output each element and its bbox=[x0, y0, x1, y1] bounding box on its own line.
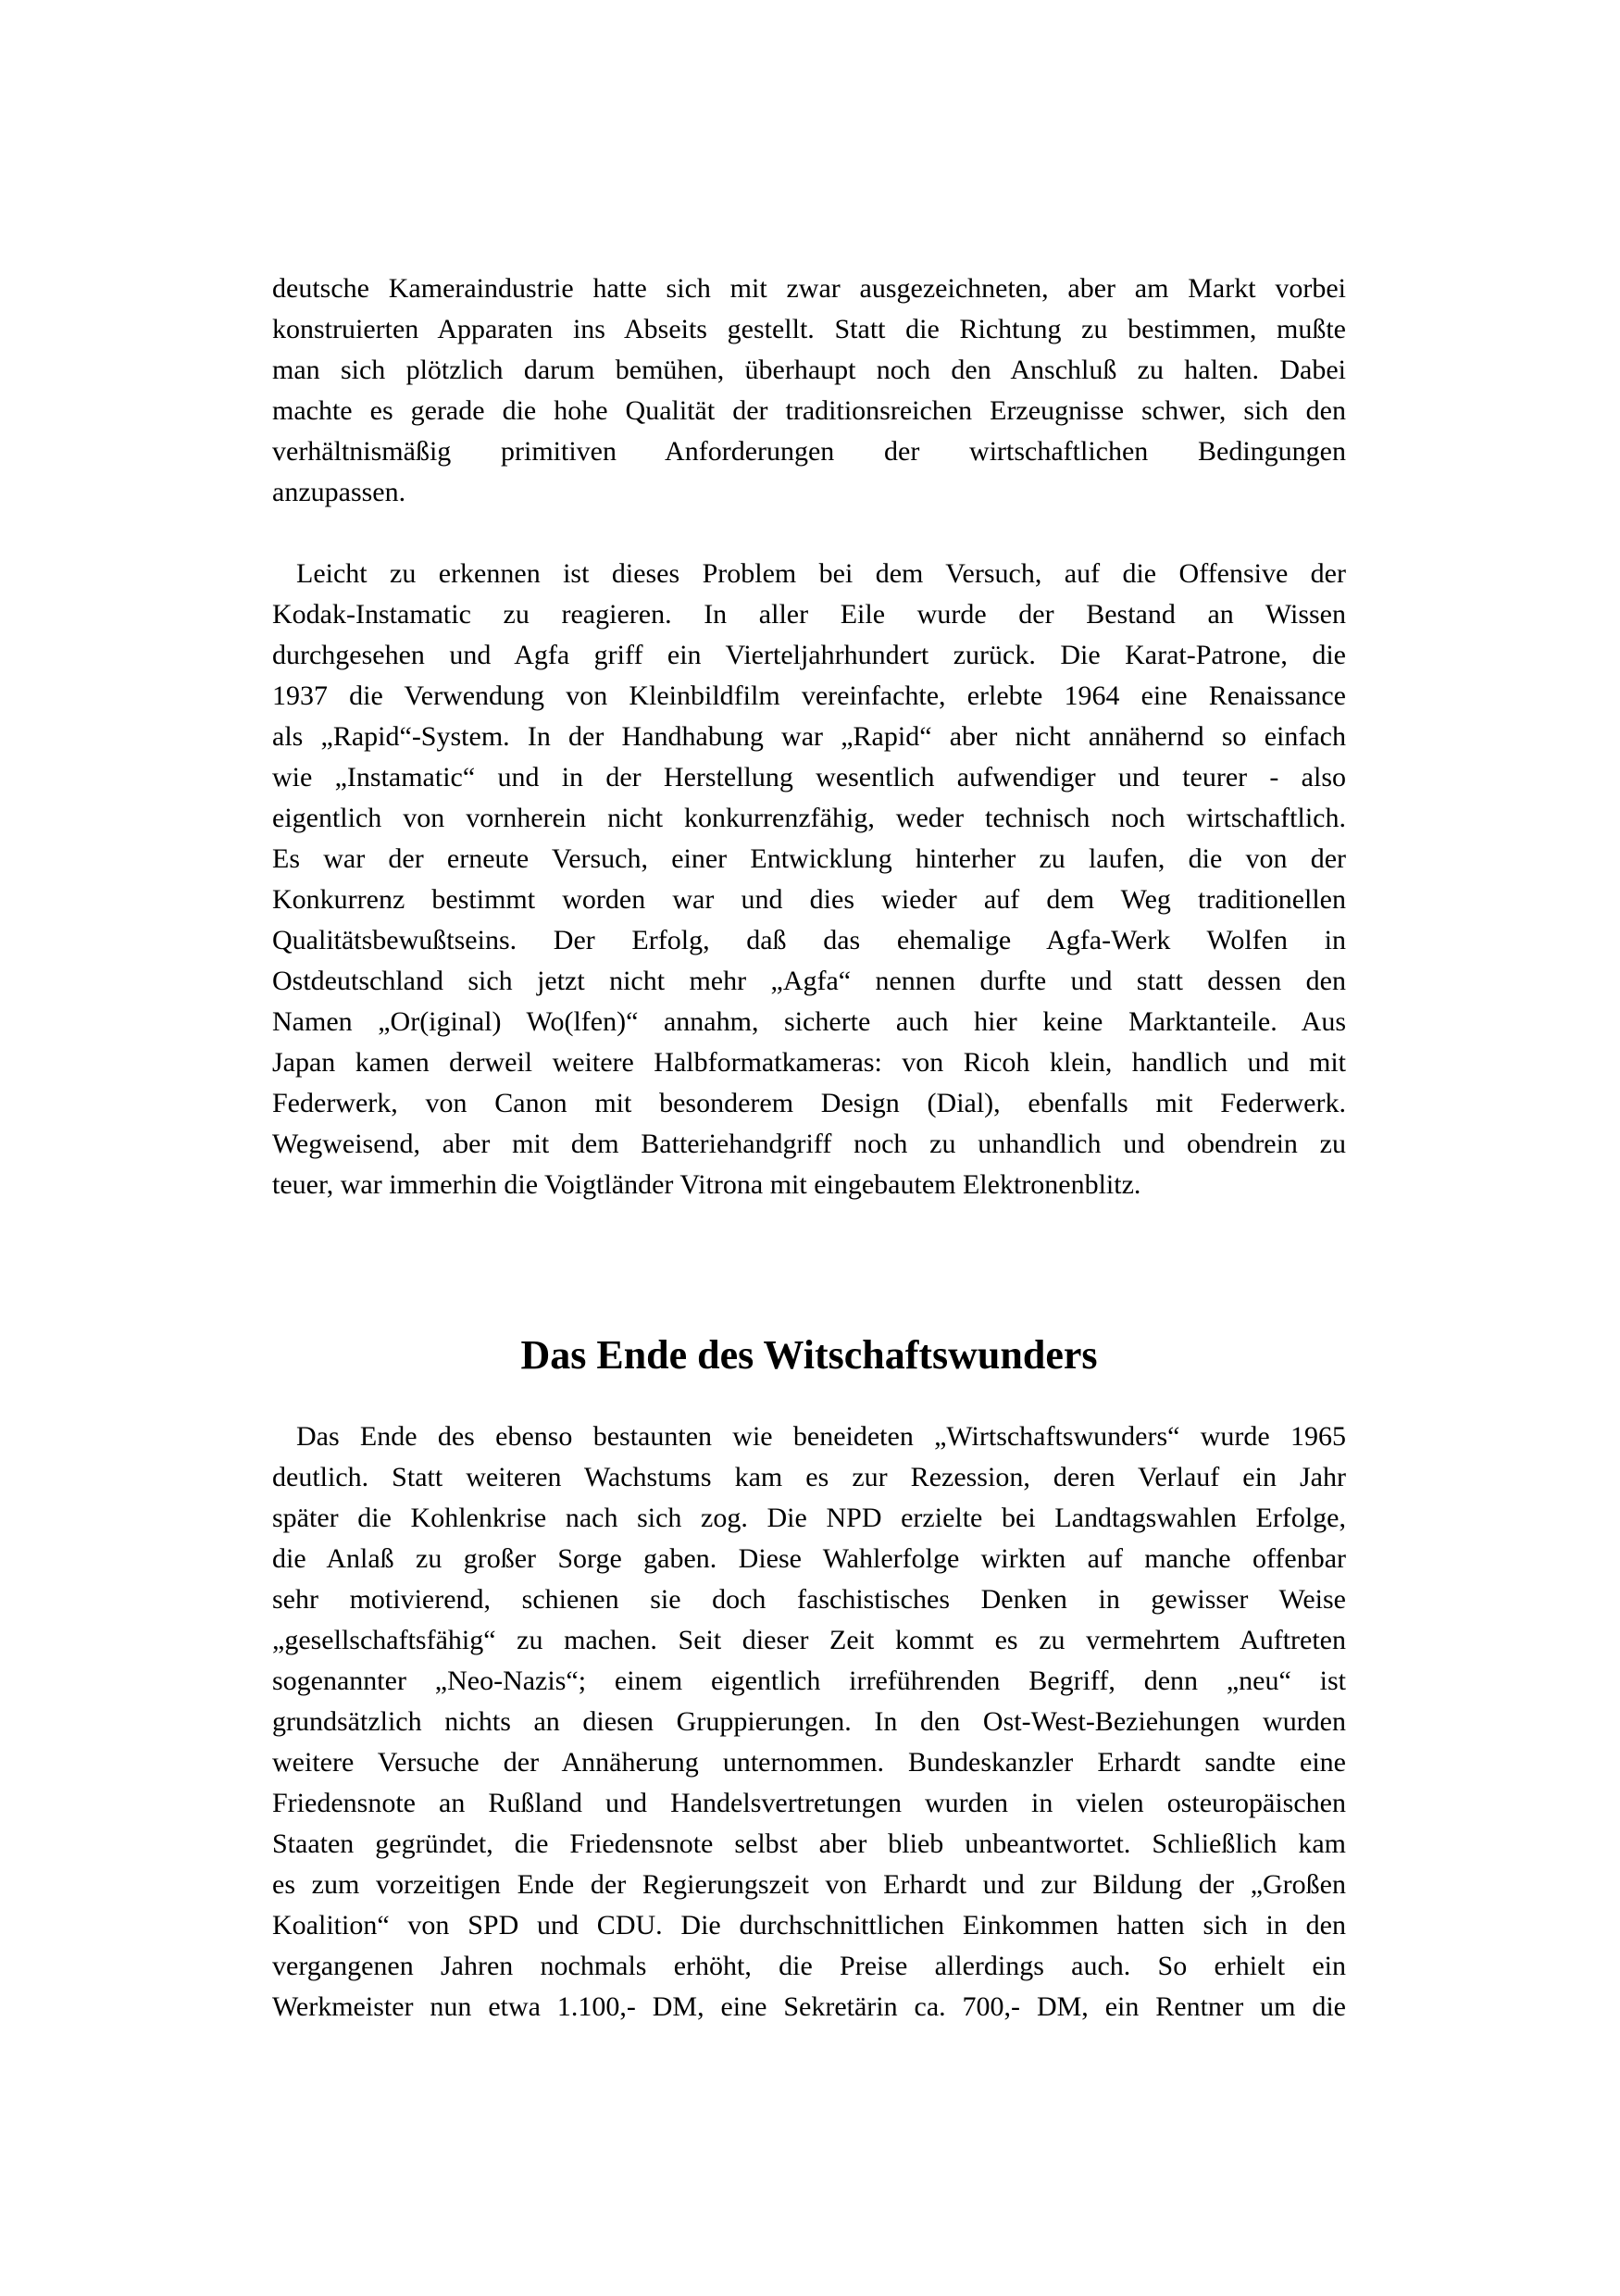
text-line: durchgesehen und Agfa griff ein Vierteljahrhundert zurück. Die Karat-Patrone, die bbox=[272, 640, 1346, 670]
text-line: wie „Instamatic“ und in der Herstellung wesentlich aufwendiger und teurer - also bbox=[272, 762, 1346, 792]
text-line: Qualitätsbewußtseins. Der Erfolg, daß das ehemalige Agfa-Werk Wolfen in bbox=[272, 925, 1346, 955]
paragraph-kodak-instamatic bbox=[272, 554, 1346, 1205]
text-line: Kodak-Instamatic zu reagieren. In aller Eile wurde der Bestand an Wissen bbox=[272, 599, 1346, 630]
text-line: als „Rapid“-System. In der Handhabung war „Rapid“ aber nicht annähernd so einfach bbox=[272, 721, 1346, 752]
text-line: später die Kohlenkrise nach sich zog. Die NPD erzielte bei Landtagswahlen Erfolge, bbox=[272, 1503, 1346, 1533]
text-line: Koalition“ von SPD und CDU. Die durchschnittlichen Einkommen hatten sich in den bbox=[272, 1910, 1346, 1940]
text-line: „gesellschaftsfähig“ zu machen. Seit dieser Zeit kommt es zu vermehrtem Auftreten bbox=[272, 1625, 1346, 1655]
text-line: sogenannter „Neo-Nazis“; einem eigentlich irreführenden Begriff, denn „neu“ ist bbox=[272, 1666, 1346, 1696]
text-line: die Anlaß zu großer Sorge gaben. Diese Wahlerfolge wirkten auf manche offenbar bbox=[272, 1543, 1346, 1574]
text-line: Wegweisend, aber mit dem Batteriehandgriff noch zu unhandlich und obendrein zu bbox=[272, 1129, 1346, 1159]
paragraph-camera-industry bbox=[272, 268, 1346, 513]
text-line: Staaten gegründet, die Friedensnote selbst aber blieb unbeantwortet. Schließlich kam bbox=[272, 1828, 1346, 1859]
text-line: eigentlich von vornherein nicht konkurrenzfähig, weder technisch noch wirtschaftlich. bbox=[272, 803, 1346, 833]
text-line: machte es gerade die hohe Qualität der traditionsreichen Erzeugnisse schwer, sich den bbox=[272, 395, 1346, 426]
text-line: Federwerk, von Canon mit besonderem Design (Dial), ebenfalls mit Federwerk. bbox=[272, 1088, 1346, 1118]
text-line: sehr motivierend, schienen sie doch faschistisches Denken in gewisser Weise bbox=[272, 1584, 1346, 1615]
text-line: Leicht zu erkennen ist dieses Problem bei dem Versuch, auf die Offensive der bbox=[296, 558, 1346, 589]
paragraph-wirtschaftswunder-ende bbox=[272, 1416, 1346, 2028]
text-line: Das Ende des ebenso bestaunten wie beneideten „Wirtschaftswunders“ wurde 1965 bbox=[296, 1421, 1346, 1452]
section-heading: Das Ende des Witschaftswunders bbox=[520, 1332, 1098, 1378]
text-line: man sich plötzlich darum bemühen, überhaupt noch den Anschluß zu halten. Dabei bbox=[272, 355, 1346, 385]
text-line: verhältnismäßig primitiven Anforderungen der wirtschaftlichen Bedingungen bbox=[272, 436, 1346, 467]
text-line: Ostdeutschland sich jetzt nicht mehr „Agfa“ nennen durfte und statt dessen den bbox=[272, 966, 1346, 996]
text-line: es zum vorzeitigen Ende der Regierungszeit von Erhardt und zur Bildung der „Großen bbox=[272, 1869, 1346, 1900]
text-line: deutlich. Statt weiteren Wachstums kam es zur Rezession, deren Verlauf ein Jahr bbox=[272, 1462, 1346, 1492]
text-line: vergangenen Jahren nochmals erhöht, die Preise allerdings auch. So erhielt ein bbox=[272, 1951, 1346, 1981]
text-line: Es war der erneute Versuch, einer Entwicklung hinterher zu laufen, die von der bbox=[272, 843, 1346, 874]
text-line: Namen „Or(iginal) Wo(lfen)“ annahm, sicherte auch hier keine Marktanteile. Aus bbox=[272, 1006, 1346, 1037]
text-line: deutsche Kameraindustrie hatte sich mit zwar ausgezeichneten, aber am Markt vorbei bbox=[272, 273, 1346, 304]
text-line: 1937 die Verwendung von Kleinbildfilm vereinfachte, erlebte 1964 eine Renaissance bbox=[272, 680, 1346, 711]
text-line: Werkmeister nun etwa 1.100,- DM, eine Sekretärin ca. 700,- DM, ein Rentner um die bbox=[272, 1991, 1346, 2022]
text-line: konstruierten Apparaten ins Abseits gestellt. Statt die Richtung zu bestimmen, mußte bbox=[272, 314, 1346, 344]
text-line: Japan kamen derweil weitere Halbformatkameras: von Ricoh klein, handlich und mit bbox=[272, 1047, 1346, 1078]
text-line: weitere Versuche der Annäherung unternommen. Bundeskanzler Erhardt sandte eine bbox=[272, 1747, 1346, 1778]
page-text-content bbox=[272, 268, 1346, 2028]
text-line: grundsätzlich nichts an diesen Gruppierungen. In den Ost-West-Beziehungen wurden bbox=[272, 1706, 1346, 1737]
text-line: teuer, war immerhin die Voigtländer Vitrona mit eingebautem Elektronenblitz. bbox=[272, 1169, 1141, 1200]
text-line: Konkurrenz bestimmt worden war und dies wieder auf dem Weg traditionellen bbox=[272, 884, 1346, 915]
text-line: anzupassen. bbox=[272, 477, 406, 507]
text-line: Friedensnote an Rußland und Handelsvertretungen wurden in vielen osteuropäischen bbox=[272, 1788, 1346, 1818]
